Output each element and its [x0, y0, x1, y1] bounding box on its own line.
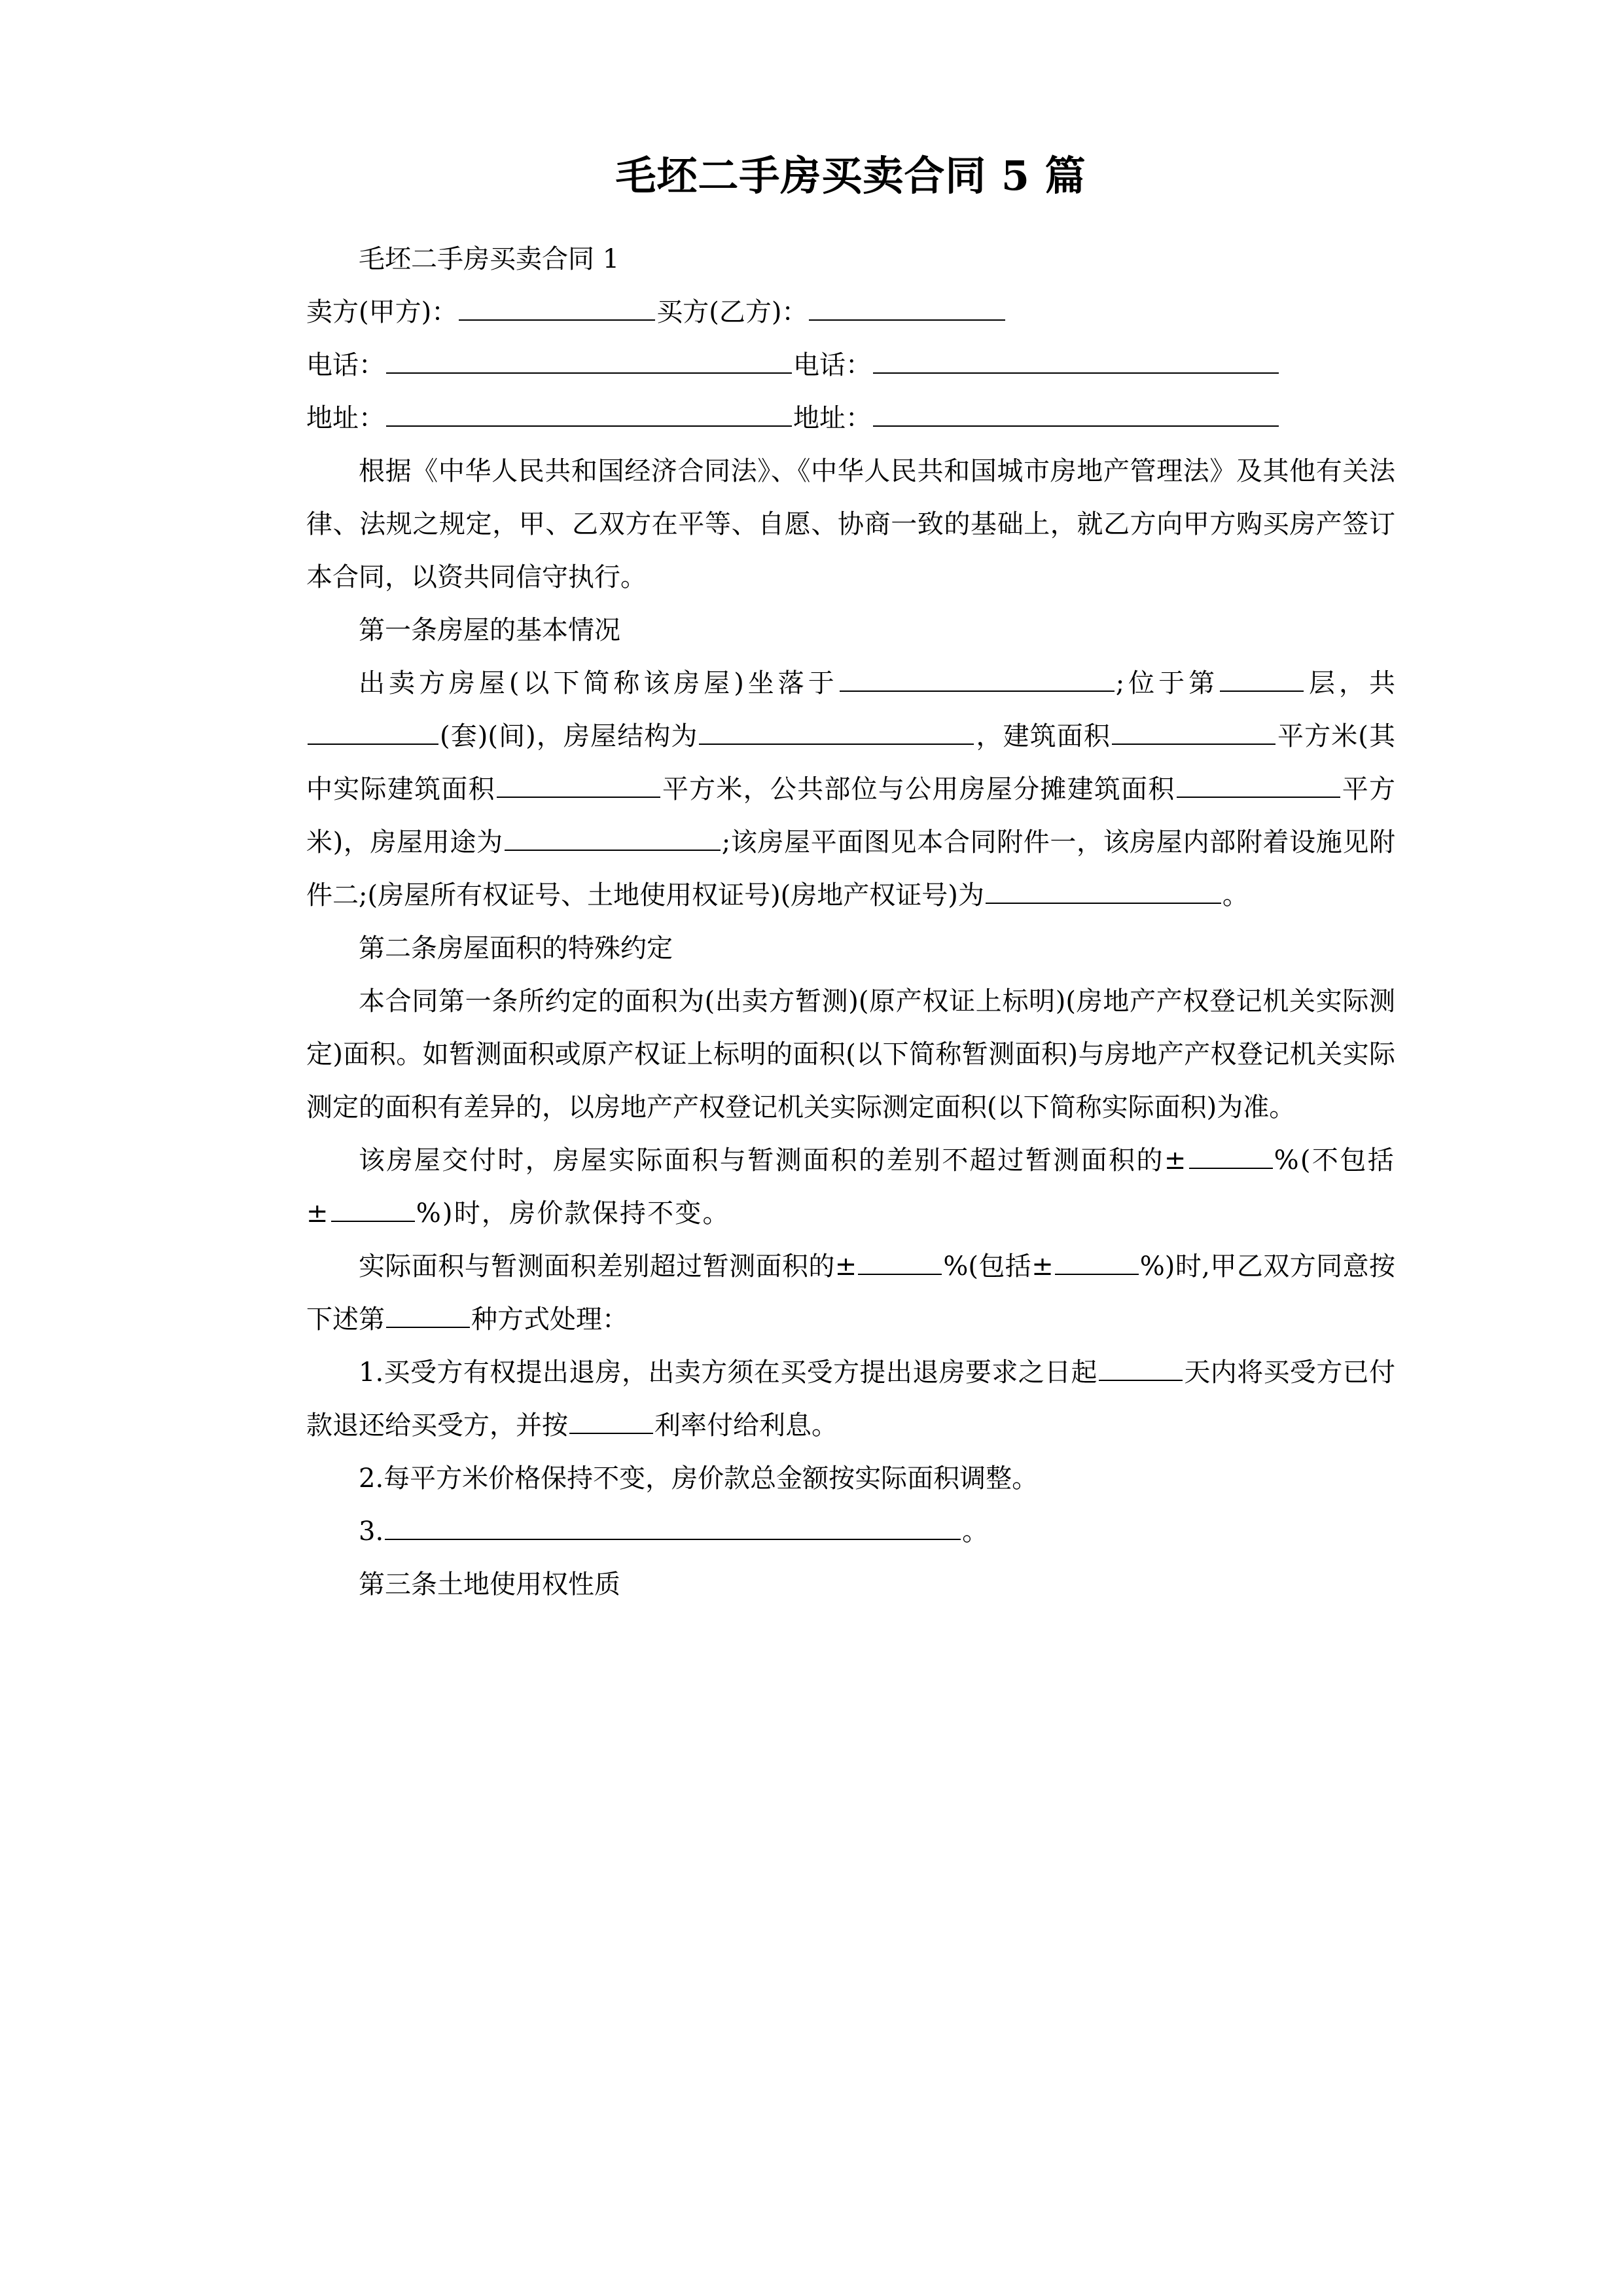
option-3-blank[interactable] — [385, 1514, 961, 1540]
article-1-body — [306, 657, 1395, 922]
option-1-number: 1. — [359, 1357, 384, 1388]
option-1-text-c: 利率付给利息。 — [654, 1410, 838, 1441]
excess-text-a: 实际面积与暂测面积差别超过暂测面积的± — [359, 1251, 857, 1282]
floor-blank[interactable] — [1220, 666, 1304, 692]
parties-address-row — [306, 392, 1395, 445]
seller-phone-label: 电话： — [306, 350, 385, 380]
article-1-text-i: ;该房屋平面图见本合同附件一，该房屋内部附着设施见附件二;(房屋所有权证号、土地使用权证号)(房地产权证号)为 — [306, 827, 1396, 910]
excess-percent-blank-2[interactable] — [1055, 1249, 1139, 1275]
parties-name-row — [306, 286, 1395, 339]
article-1-text-b: ;位于第 — [1115, 668, 1219, 698]
method-number-blank[interactable] — [386, 1302, 470, 1328]
article-2-heading: 第二条房屋面积的特殊约定 — [359, 933, 673, 963]
page-title: 毛坯二手房买卖合同 5 篇 — [615, 152, 1086, 200]
excess-percent-blank-1[interactable] — [858, 1249, 942, 1275]
article-1-text-c: 层，共 — [1305, 668, 1395, 698]
document-subtitle: 毛坯二手房买卖合同 1 — [359, 243, 620, 274]
buyer-address-label: 地址： — [793, 403, 872, 433]
article-3-heading: 第三条土地使用权性质 — [359, 1569, 620, 1600]
option-3-text: 。 — [962, 1516, 989, 1547]
buyer-label: 买方(乙方)： — [656, 296, 808, 327]
certificate-number-blank[interactable] — [986, 878, 1221, 904]
article-1-text-a: 出卖方房屋(以下简称该房屋)坐落于 — [359, 668, 838, 698]
interest-rate-blank[interactable] — [569, 1408, 653, 1434]
location-blank[interactable] — [840, 666, 1115, 692]
option-2-number: 2. — [359, 1463, 384, 1494]
buyer-phone-blank[interactable] — [873, 348, 1279, 374]
structure-blank[interactable] — [699, 719, 974, 745]
actual-building-area-blank[interactable] — [497, 772, 660, 798]
article-1-heading: 第一条房屋的基本情况 — [359, 615, 620, 645]
option-2-text: 每平方米价格保持不变，房价款总金额按实际面积调整。 — [383, 1463, 1039, 1494]
seller-address-label: 地址： — [306, 403, 385, 433]
buyer-phone-label: 电话： — [793, 350, 872, 380]
article-1-text-d: (套)(间)，房屋结构为 — [440, 721, 698, 751]
usage-blank[interactable] — [505, 825, 721, 851]
seller-name-blank[interactable] — [459, 295, 655, 321]
excess-text-b: %(包括± — [943, 1251, 1054, 1282]
tolerance-percent-blank-1[interactable] — [1189, 1143, 1273, 1169]
seller-address-blank[interactable] — [386, 401, 792, 427]
article-1-text-e: ，建筑面积 — [975, 721, 1111, 751]
buyer-address-blank[interactable] — [873, 401, 1279, 427]
article-1-text-g: 平方米，公共部位与公用房屋分摊建筑面积 — [661, 774, 1175, 804]
option-3-number: 3. — [359, 1516, 384, 1547]
option-item-3 — [306, 1505, 1395, 1558]
building-area-blank[interactable] — [1112, 719, 1275, 745]
article-1-text-f: 平方米(其中实际建筑面积 — [306, 721, 1396, 804]
excess-text-c: %)时,甲乙双方同意按下述第 — [306, 1251, 1395, 1335]
tolerance-text-a: 该房屋交付时，房屋实际面积与暂测面积的差别不超过暂测面积的± — [359, 1145, 1188, 1175]
unit-count-blank[interactable] — [308, 719, 438, 745]
article-1-text-h: 平方米)，房屋用途为 — [306, 774, 1396, 857]
refund-days-blank[interactable] — [1099, 1355, 1183, 1381]
seller-phone-blank[interactable] — [386, 348, 792, 374]
article-2-paragraph-1: 本合同第一条所约定的面积为(出卖方暂测)(原产权证上标明)(房地产产权登记机关实际测定)面积。如暂测面积或原产权证上标明的面积(以下简称暂测面积)与房地产产权登记机关实际测定的面积有差异的，以房地产产权登记机关实际测定面积(以下简称实际面积)为准。 — [306, 986, 1395, 1122]
seller-label: 卖方(甲方)： — [306, 296, 458, 327]
tolerance-text-c: %)时，房价款保持不变。 — [416, 1198, 730, 1229]
shared-area-blank[interactable] — [1177, 772, 1340, 798]
option-item-2 — [306, 1452, 1395, 1505]
document-content — [306, 0, 1395, 1611]
option-1-text-b: 天内将买受方已付款退还给买受方，并按 — [306, 1357, 1396, 1441]
preamble-paragraph: 根据《中华人民共和国经济合同法》、《中华人民共和国城市房地产管理法》及其他有关法律、法规之规定，甲、乙双方在平等、自愿、协商一致的基础上，就乙方向甲方购买房产签订本合同，以资共同信守执行。 — [306, 456, 1395, 592]
tolerance-text-b: %(不包括± — [306, 1145, 1395, 1229]
tolerance-percent-blank-2[interactable] — [331, 1196, 415, 1222]
article-2-tolerance-clause — [306, 1134, 1395, 1240]
article-2-excess-clause — [306, 1240, 1395, 1346]
article-1-text-j: 。 — [1222, 880, 1249, 910]
option-1-text-a: 买受方有权提出退房，出卖方须在买受方提出退房要求之日起 — [383, 1357, 1097, 1388]
parties-phone-row — [306, 339, 1395, 392]
option-item-1 — [306, 1346, 1395, 1452]
buyer-name-blank[interactable] — [809, 295, 1005, 321]
excess-text-d: 种方式处理： — [471, 1304, 628, 1335]
